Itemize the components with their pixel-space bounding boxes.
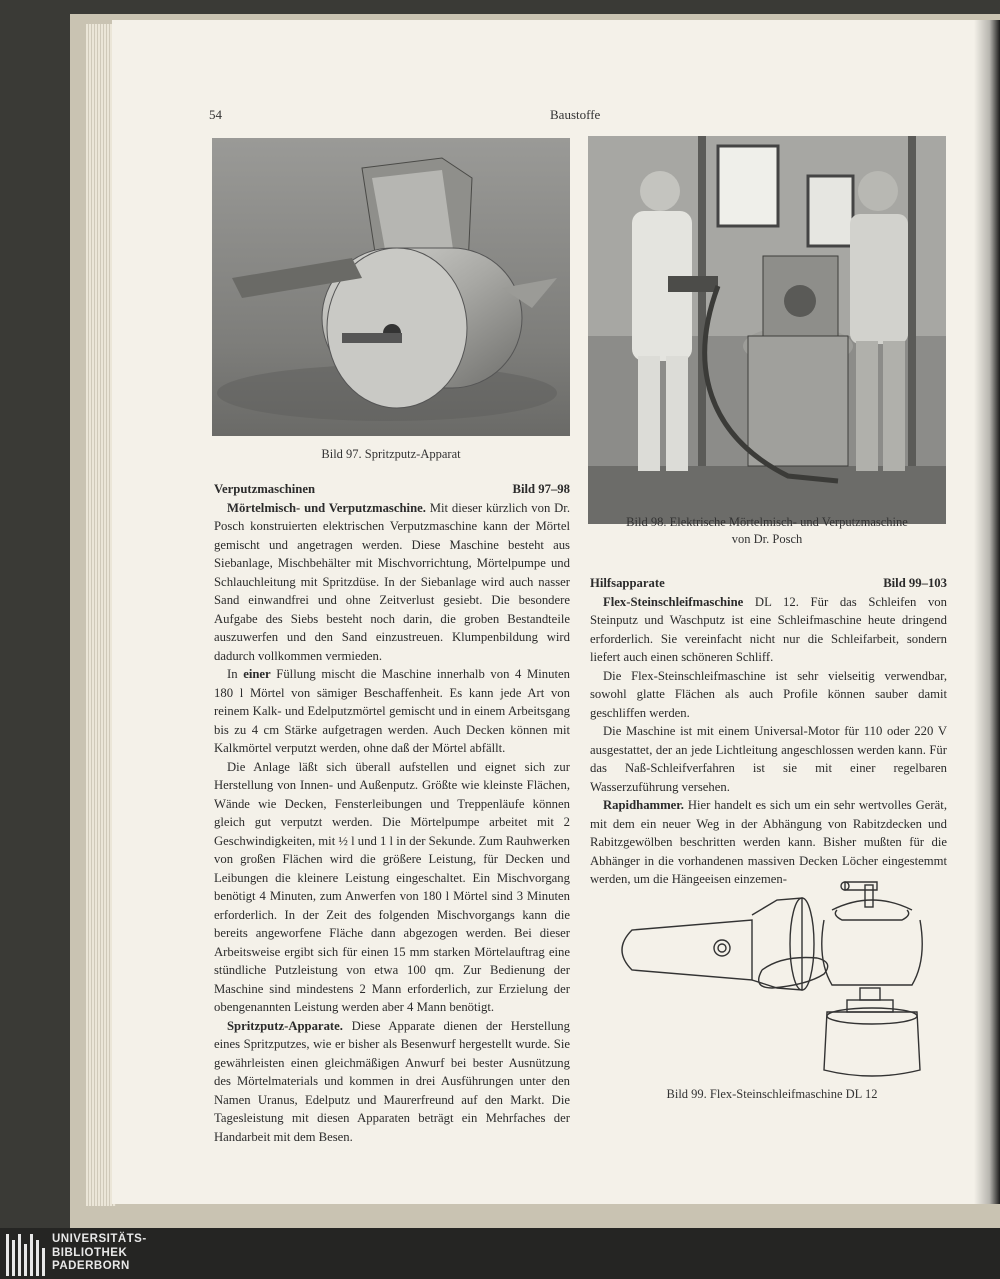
running-head: Baustoffe [550,107,601,122]
paragraph [214,499,570,666]
page-number: 54 [209,107,222,122]
paragraph: Die Flex-Steinschleifmaschine ist sehr vielseitig verwendbar, sowohl glatte Flächen als auch Profile können sauber damit geschliffen werden. [590,668,947,720]
page-gutter-shadow [974,20,1000,1204]
library-logo-text [52,1233,147,1274]
library-logo-icon [6,1234,46,1276]
paragraph [590,593,947,667]
section-title: Verputzmaschinen [214,482,316,496]
section-header-verputzmaschinen [214,480,570,499]
section-figure-ref: Bild 97–98 [512,482,570,496]
figure-98-caption-line2: von Dr. Posch [731,532,803,546]
right-text-column [590,574,947,889]
paragraph-text: Diese Apparate dienen der Herstellung eines Spritzputzes, wie er bisher als Besenwurf hergestellt wurde. Sie gewährleisten einen gleichmäßigen Anwurf bei bester Ausnützung des Mörtelmaterials und kommen in drei Ausführungen unter den Namen Uranus, Edelputz und Maurerfreund auf den Markt. Die Tagesleistung mit diesen Apparaten beträgt ein Mehrfaches der Handarbeit mit dem Besen. [214,1018,570,1144]
figure-98-caption [588,514,946,548]
figure-98-photo [588,136,946,524]
paragraph-heading: Flex-Steinschleifmaschine [603,594,744,609]
paragraph: Die Anlage läßt sich überall aufstellen und eignet sich zur Herstellung von Innen- und Außenputz. Größte wie kleinste Flächen, Wände wie Decken, Fensterleibungen und Treppenläufe können gleich gut verputzt werden. Die Mörtelpumpe arbeitet mit 2 Geschwindigkeiten, mit ½ l und 1 l in der Sekunde. Zum Rauhwerken von großen Flächen wird die größere Leistung, für Decken und Leibungen die kleinere Leistung eingeschaltet. Ein Mischvorgang benötigt 4 Minuten, zum Anwerfen von 180 l Mörtel sind 3 Minuten erforderlich. In der Zeit des folgenden Mischvorgangs kann die bereits angeworfene Fläche dann abgezogen werden. Bei dieser Arbeitsweise ergibt sich für einen 15 mm starken Mörtelauftrag eine stündliche Putzleistung von etwa 100 qm. Zur Bedienung der Maschine sind mindestens 2 Mann erforderlich, zur Erzielung der obengenannten Leistung werden aber 4 Mann benötigt. [214,759,570,1014]
logo-text-line: BIBLIOTHEK [52,1246,128,1259]
paragraph: Die Maschine ist mit einem Universal-Motor für 110 oder 220 V ausgestattet, der an jede Lichtleitung angeschlossen werden kann. Für das Naß-Schleifverfahren ist sie mit einer regelbaren Wasserzuführung versehen. [590,724,947,794]
section-figure-ref: Bild 99–103 [883,576,947,590]
book-page [112,20,1000,1204]
paragraph-text: Hier handelt es sich um ein sehr wertvolles Gerät, mit dem ein neuer Weg in der Abhängung von Rabitzdecken und Rabitzgewölben beschritten werden kann. Bisher mußten für die Abhänger in die vorhandenen massiven Decken Löcher eingestemmt werden, um die Hängeeisen einzemen- [590,798,947,886]
figure-97-photo [212,138,570,436]
section-title: Hilfsapparate [590,576,665,590]
logo-text-line: PADERBORN [52,1260,130,1272]
library-footer [0,1228,1000,1279]
grinding-machine-line-drawing [602,870,942,1085]
figure-99-drawing [602,870,942,1085]
paragraph-text: Füllung mischt die Maschine innerhalb von 4 Minuten 180 l Mörtel von sämiger Beschaffenheit. Es kann jede Art von reinem Kalk- und Edelputzmörtel gemischt und in einem Arbeitsgang bis zu 4 cm Stärke aufgetragen werden. Auch Decken können mit Kalkmörtel verputzt werden, ohne daß der Mörtel abfällt. [214,667,570,755]
section-header-hilfsapparate [590,574,947,593]
paragraph-heading: Spritzputz-Apparate. [227,1018,343,1033]
paragraph-heading: Rapidhammer. [603,798,684,812]
left-text-column [214,480,570,1146]
logo-text-line: UNIVERSITÄTS- [52,1233,147,1245]
emphasis-text: einer [243,667,271,681]
paragraph-text: In [227,667,244,681]
figure-99-caption: Bild 99. Flex-Steinschleifmaschine DL 12 [666,1087,878,1101]
paragraph-text: DL 12. [743,594,799,609]
paragraph-text: Für das Schleifen von Steinputz und Waschputz ist eine Schleifmaschine heute dringend erforderlich. Sie vereinfacht nicht nur die Schleifarbeit, sondern liefert auch einen schöneren Schliff. [590,594,947,664]
paragraph-heading: Mörtelmisch- und Verputzmaschine. [227,500,426,515]
paragraph-text: Mit dieser kürzlich von Dr. Posch konstruierten elektrischen Verputzmaschine kann der Mörtel gemischt und angetragen werden. Diese Maschine besteht aus Siebanlage, Mischbehälter mit Mischvorrichtung, Mörtelpumpe und Schlauchleitung mit Spritzdüse. In der Siebanlage wird auch nasser Sand einwandfrei und ohne Zeitverlust gesiebt. Die besondere Aufgabe des Siebs besteht noch darin, die groben Bestandteile auszuwerfen und den Sand einzustreuen. Klumpenbildung wird dadurch vollkommen vermieden. [214,500,570,663]
spray-apparatus-illustration [212,138,570,436]
figure-97-caption: Bild 97. Spritzputz-Apparat [321,447,461,461]
figure-98-caption-line1: Bild 98. Elektrische Mörtelmisch- und Verputzmaschine [626,515,908,529]
mortar-machine-photo-illustration [588,136,946,524]
paragraph [214,1017,570,1147]
paragraph [214,665,570,758]
